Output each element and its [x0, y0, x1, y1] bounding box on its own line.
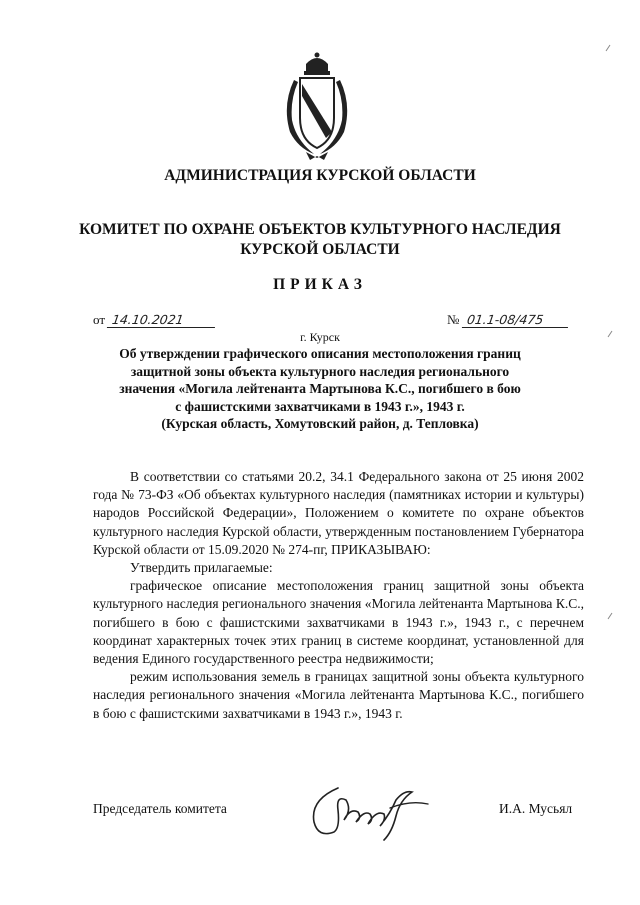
- body-paragraph: В соответствии со статьями 20.2, 34.1 Федерального закона от 25 июня 2002 года № 73-ФЗ «Об объектах культурного наследия (памятниках истории и культуры) народов Российской Федерации», Положением о комитете по охране объектов культурного наследия Курской области, утвержденным постановлением Губернатора Курской области от 15.09.2020 № 274-пг, ПРИКАЗЫВАЮ:: [93, 469, 584, 557]
- committee-heading-line1: КОМИТЕТ ПО ОХРАНЕ ОБЪЕКТОВ КУЛЬТУРНОГО НАСЛЕДИЯ: [79, 221, 561, 238]
- title-line: с фашистскими захватчиками в 1943 г.», 1943 г.: [175, 398, 465, 414]
- title-line: значения «Могила лейтенанта Мартынова К.С., погибшего в бою: [119, 381, 521, 396]
- document-title: [80, 345, 560, 433]
- city-label: г. Курск: [300, 330, 340, 344]
- committee-heading-line2: КУРСКОЙ ОБЛАСТИ: [240, 241, 400, 258]
- scan-mark-icon: [604, 44, 612, 52]
- title-line: Об утверждении графического описания местоположения границ: [119, 346, 521, 361]
- date-line: [93, 312, 216, 328]
- administration-heading: АДМИНИСТРАЦИЯ КУРСКОЙ ОБЛАСТИ: [164, 167, 476, 184]
- title-line: защитной зоны объекта культурного наследия регионального: [130, 363, 510, 379]
- date-prefix: от: [93, 312, 106, 327]
- number-prefix: №: [447, 312, 460, 327]
- signatory-role: Председатель комитета: [93, 801, 227, 816]
- body-paragraph: режим использования земель в границах защитной зоны объекта культурного наследия регионального значения «Могила лейтенанта Мартынова К.С., погибшего в бою с фашистскими захватчиками в 1943 г.», 1943 г.: [93, 669, 584, 721]
- scan-mark-icon: [606, 612, 614, 620]
- document-body: [93, 468, 584, 723]
- handwritten-signature: [300, 770, 440, 845]
- committee-heading: [0, 220, 640, 260]
- body-paragraph: графическое описание местоположения границ защитной зоны объекта культурного наследия регионального значения «Могила лейтенанта Мартынова К.С., погибшего в бою с фашистскими захватчиками в 1943 г.», 1943 г., с перечнем координат характерных точек этих границ в системе координат, установленной для ведения Единого государственного реестра недвижимости;: [93, 578, 584, 667]
- title-line: (Курская область, Хомутовский район, д. Тепловка): [161, 416, 479, 431]
- document-type: ПРИКАЗ: [273, 276, 367, 293]
- scan-mark-icon: [606, 330, 614, 338]
- signatory-name: И.А. Мусьял: [499, 801, 573, 816]
- handwritten-date: 14.10.2021: [107, 312, 217, 328]
- handwritten-number: 01.1-08/475: [462, 312, 570, 328]
- number-line: [447, 312, 569, 328]
- coat-of-arms-emblem: [278, 50, 356, 162]
- body-paragraph: Утвердить прилагаемые:: [130, 560, 273, 576]
